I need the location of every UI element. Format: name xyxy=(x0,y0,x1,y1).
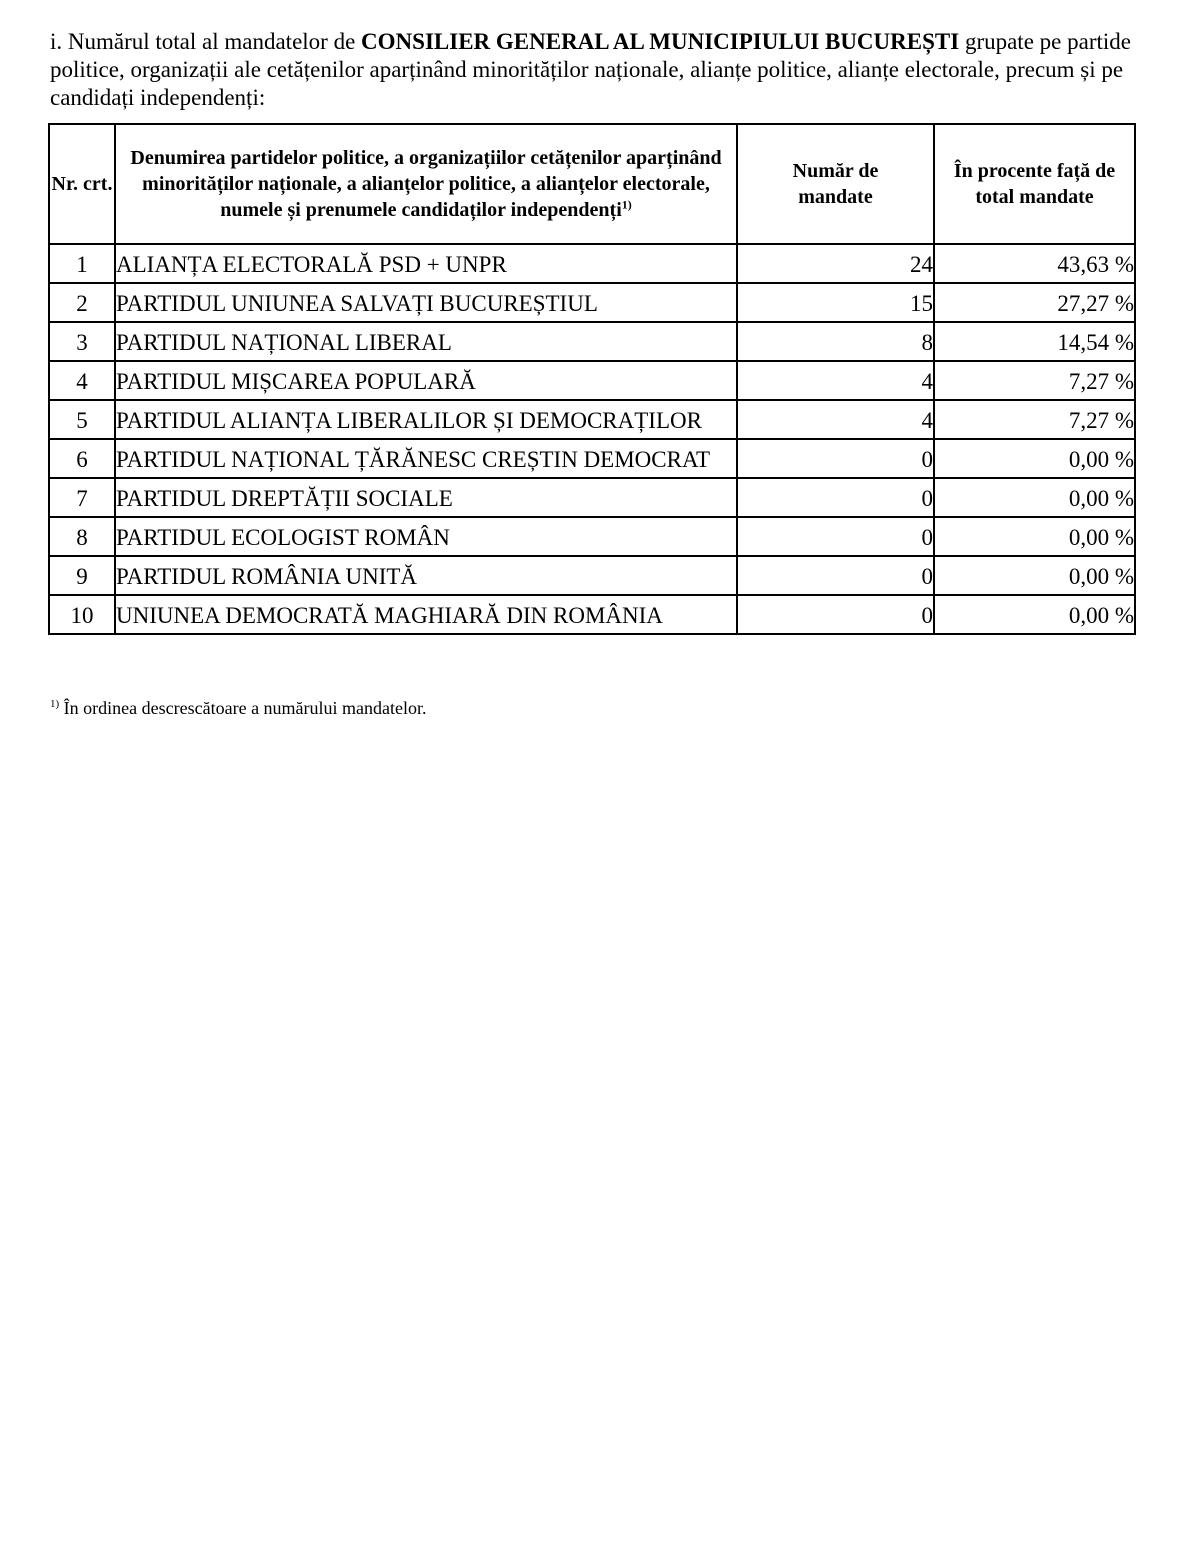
row-party-name: PARTIDUL NAȚIONAL ȚĂRĂNESC CREȘTIN DEMOCRAT xyxy=(115,439,737,478)
mandates-table xyxy=(48,123,1136,635)
row-party-name: PARTIDUL ECOLOGIST ROMÂN xyxy=(115,517,737,556)
table-row xyxy=(49,595,1135,634)
header-mandates-label: Număr de mandate xyxy=(792,160,879,208)
table-row xyxy=(49,439,1135,478)
row-mandates: 15 xyxy=(737,283,934,322)
table-row xyxy=(49,556,1135,595)
row-party-name: PARTIDUL MIȘCAREA POPULARĂ xyxy=(115,361,737,400)
footnote-mark: 1) xyxy=(50,698,60,710)
header-percent-label: În procente față de total mandate xyxy=(953,160,1116,208)
row-nr: 2 xyxy=(49,283,115,322)
row-percent: 7,27 % xyxy=(934,361,1135,400)
row-mandates: 8 xyxy=(737,322,934,361)
row-party-name: PARTIDUL ROMÂNIA UNITĂ xyxy=(115,556,737,595)
table-row xyxy=(49,244,1135,283)
intro-bold-title: CONSILIER GENERAL AL MUNICIPIULUI BUCUREȘTI xyxy=(361,29,960,54)
intro-paragraph xyxy=(50,28,1135,112)
row-mandates: 0 xyxy=(737,439,934,478)
table-row xyxy=(49,322,1135,361)
header-nr xyxy=(49,124,115,244)
row-percent: 14,54 % xyxy=(934,322,1135,361)
row-mandates: 0 xyxy=(737,478,934,517)
row-percent: 43,63 % xyxy=(934,244,1135,283)
table-header-row xyxy=(49,124,1135,244)
row-nr: 3 xyxy=(49,322,115,361)
row-party-name: PARTIDUL DREPTĂȚII SOCIALE xyxy=(115,478,737,517)
row-nr: 5 xyxy=(49,400,115,439)
table-row xyxy=(49,361,1135,400)
row-percent: 0,00 % xyxy=(934,439,1135,478)
row-nr: 7 xyxy=(49,478,115,517)
footnote-text: În ordinea descrescătoare a numărului mandatelor. xyxy=(59,698,427,718)
row-mandates: 0 xyxy=(737,595,934,634)
row-percent: 7,27 % xyxy=(934,400,1135,439)
row-party-name: PARTIDUL ALIANȚA LIBERALILOR ȘI DEMOCRAȚILOR xyxy=(115,400,737,439)
row-nr: 9 xyxy=(49,556,115,595)
row-percent: 0,00 % xyxy=(934,478,1135,517)
row-party-name: UNIUNEA DEMOCRATĂ MAGHIARĂ DIN ROMÂNIA xyxy=(115,595,737,634)
row-mandates: 0 xyxy=(737,517,934,556)
row-mandates: 4 xyxy=(737,400,934,439)
intro-prefix: i. Numărul total al mandatelor de xyxy=(50,29,362,54)
header-mandates xyxy=(737,124,934,244)
row-percent: 0,00 % xyxy=(934,517,1135,556)
row-nr: 8 xyxy=(49,517,115,556)
row-mandates: 4 xyxy=(737,361,934,400)
row-nr: 1 xyxy=(49,244,115,283)
table-body xyxy=(49,244,1135,634)
row-mandates: 24 xyxy=(737,244,934,283)
header-name xyxy=(115,124,737,244)
footnote xyxy=(50,697,427,719)
row-mandates: 0 xyxy=(737,556,934,595)
table-row xyxy=(49,283,1135,322)
table-row xyxy=(49,517,1135,556)
row-party-name: PARTIDUL UNIUNEA SALVAȚI BUCUREȘTIUL xyxy=(115,283,737,322)
row-nr: 10 xyxy=(49,595,115,634)
header-name-label: Denumirea partidelor politice, a organizațiilor cetățenilor aparținând minorităților naționale, a alianțelor politice, a alianțelor electorale, numele și prenumele candidaților independenți xyxy=(130,147,722,221)
row-party-name: PARTIDUL NAȚIONAL LIBERAL xyxy=(115,322,737,361)
row-nr: 4 xyxy=(49,361,115,400)
header-nr-label: Nr. crt. xyxy=(51,173,113,195)
table-row xyxy=(49,478,1135,517)
header-name-footnote-mark: 1) xyxy=(621,197,632,212)
header-percent xyxy=(934,124,1135,244)
row-percent: 0,00 % xyxy=(934,595,1135,634)
intro-suffix: grupate pe partide politice, organizații ale cetățenilor aparținând minorităților naționale, alianțe politice, alianțe electorale, precum și pe candidați independenți: xyxy=(50,29,1131,110)
row-percent: 27,27 % xyxy=(934,283,1135,322)
row-party-name: ALIANȚA ELECTORALĂ PSD + UNPR xyxy=(115,244,737,283)
table-row xyxy=(49,400,1135,439)
row-nr: 6 xyxy=(49,439,115,478)
row-percent: 0,00 % xyxy=(934,556,1135,595)
